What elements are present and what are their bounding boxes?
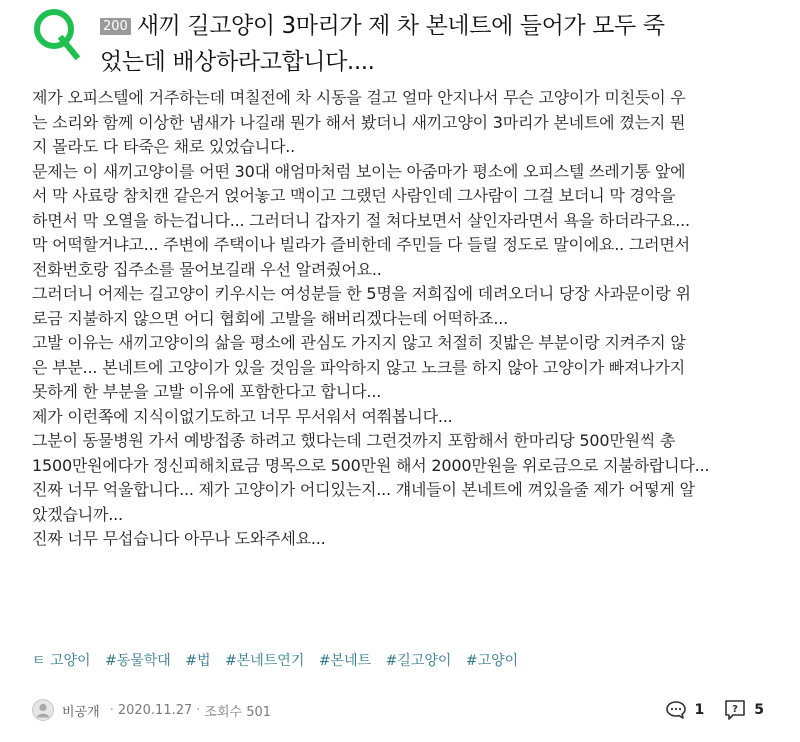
comment-count: 1 [694, 702, 705, 718]
answer-count: 5 [754, 702, 764, 718]
tag-list [32, 650, 792, 670]
view-count: 조회수 501 [204, 704, 272, 720]
question-body [32, 86, 782, 552]
body-line: 하면서 막 오열을 하는겁니다... 그러더니 갑자기 절 쳐다보면서 살인자라면서 욕을 하더라구요... [32, 210, 690, 230]
body-line: 고발 이유는 새끼고양이의 삶을 평소에 관심도 가지지 않고 처절히 짓밟은 부분이랑 지켜주지 않 [32, 333, 686, 352]
body-line: 진짜 너무 무섭습니다 아무나 도와주세요... [32, 529, 326, 548]
point-badge: 200 [100, 18, 131, 35]
body-line: 전화번호랑 집주소를 물어보길래 우선 알려줬어요.. [32, 259, 382, 279]
body-line: 서 막 사료랑 참치캔 같은거 얹어놓고 맥이고 그랬던 사람인데 그사람이 그걸 보더니 막 경악을 [32, 186, 676, 205]
tag-item[interactable]: ㅌ 고양이 [32, 653, 91, 669]
body-line: 로금 지불하지 않으면 어디 협회에 고발을 해버리겠다는데 어떡하죠... [32, 308, 509, 328]
body-line: 그러더니 어제는 길고양이 키우시는 여성분들 한 5명을 저희집에 데려오더니 당장 사과문이랑 위 [32, 284, 691, 303]
comment-button[interactable] [665, 700, 705, 720]
body-line: 았겠습니까... [32, 504, 123, 524]
tag-item[interactable]: #길고양이 [385, 653, 452, 669]
title-line-1: 새끼 길고양이 3마리가 제 차 본네트에 들어가 모두 죽 [136, 13, 665, 39]
post-date: 2020.11.27 [117, 702, 193, 718]
answer-icon [724, 699, 746, 721]
title-line-2: 었는데 배상하라고합니다.... [100, 49, 375, 75]
tag-item[interactable]: #법 [185, 653, 211, 669]
question-actions [645, 696, 765, 724]
q-logo-icon [32, 6, 82, 62]
comment-icon [665, 700, 687, 720]
body-line: 진짜 너무 억울합니다... 제가 고양이가 어디있는지... 걔네들이 본네트에 껴있을줄 제가 어떻게 알 [32, 480, 695, 499]
body-line: 그분이 동물병원 가서 예방접종 하려고 했다는데 그런것까지 포함해서 한마리당 500만원씩 총 [32, 431, 676, 450]
meta-separator: · [109, 702, 114, 718]
question-title [100, 8, 790, 80]
svg-text:?: ? [732, 704, 739, 715]
question-header [28, 6, 788, 84]
question-meta [32, 698, 632, 722]
body-line: 제가 오피스텔에 거주하는데 며칠전에 차 시동을 걸고 얼마 안지나서 무슨 고양이가 미친듯이 우 [32, 88, 686, 107]
body-line: 막 어떡할거냐고... 주변에 주택이나 빌라가 즐비한데 주민들 다 들릴 정도로 말이에요.. 그러면서 [32, 235, 690, 254]
avatar-icon [32, 699, 54, 721]
body-line: 지 몰라도 다 타죽은 채로 있었습니다.. [32, 137, 296, 156]
answer-button[interactable] [724, 699, 764, 721]
tag-item[interactable]: #동물학대 [105, 653, 171, 669]
meta-separator: · [196, 702, 201, 718]
tag-item[interactable]: #본네트연기 [225, 653, 305, 669]
body-line: 제가 이런쪽에 지식이없기도하고 너무 무서워서 여쭤봅니다... [32, 406, 453, 426]
tag-item[interactable]: #본네트 [318, 653, 372, 669]
body-line: 문제는 이 새끼고양이를 어떤 30대 애엄마처럼 보이는 아줌마가 평소에 오피스텔 쓰레기통 앞에 [32, 161, 686, 181]
body-line: 1500만원에다가 정신피해치료금 명목으로 500만원 해서 2000만원을 위로금으로 지불하랍니다... [32, 455, 710, 475]
body-line: 못하게 한 부분을 고발 이유에 포함한다고 합니다... [32, 382, 382, 401]
body-line: 은 부분... 본네트에 고양이가 있을 것임을 파악하지 않고 노크를 하지 않아 고양이가 빠져나가지 [32, 357, 686, 377]
tag-item[interactable]: #고양이 [465, 653, 519, 669]
author-name: 비공개 [62, 704, 100, 720]
body-line: 는 소리와 함께 이상한 냄새가 나길래 뭔가 해서 봤더니 새끼고양이 3마리가 본네트에 꼈는지 뭔 [32, 112, 686, 132]
